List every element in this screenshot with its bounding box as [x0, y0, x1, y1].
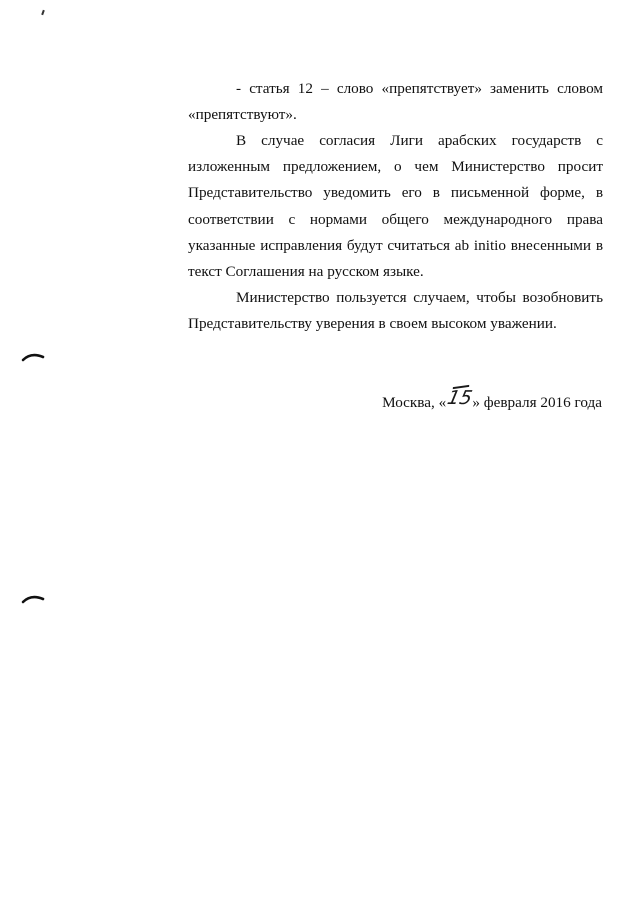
place-and-date-line: [382, 388, 602, 416]
binding-hole-mark: [21, 350, 45, 362]
handwritten-day: 15: [445, 387, 475, 409]
paragraph-article-12: - статья 12 – слово «препятствует» заменить словом «препятствуют».: [188, 80, 603, 124]
place-prefix: Москва, «: [382, 394, 447, 411]
paragraph-consent: В случае согласия Лиги арабских государств с изложенным предложением, о чем Министерство просит Представительство уведомить его в письменной форме, в соответствии с нормами общего международного права указанные исправления будут считаться ab initio внесенными в текст Соглашения на русском языке.: [188, 132, 603, 281]
corner-tick-mark: [41, 10, 45, 15]
paragraph-closing-courtesy: Министерство пользуется случаем, чтобы возобновить Представительству уверения в своем высоком уважении.: [188, 289, 603, 333]
binding-hole-mark: [21, 592, 45, 604]
date-suffix: » февраля 2016 года: [472, 394, 602, 411]
